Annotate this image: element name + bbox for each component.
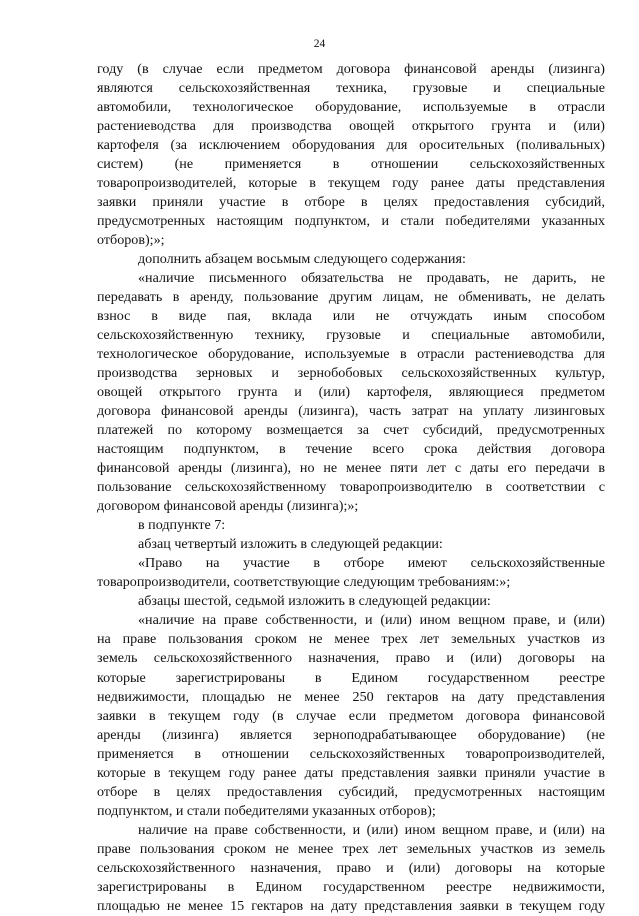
text-line: технологическое оборудование, используемые в отрасли растениеводства для [97, 346, 605, 363]
text-line: наличие на праве собственности, и (или) ином вещном праве, и (или) на [138, 821, 605, 838]
text-line: дополнить абзацем восьмым следующего содержания: [138, 251, 466, 268]
text-line: предусмотренных настоящим подпунктом, и стали победителями указанных [97, 213, 605, 230]
text-line: автомобили, технологическое оборудование, используемые в отрасли [97, 99, 605, 116]
text-line: овощей открытого грунта и (или) картофеля, являющиеся предметом [97, 384, 605, 401]
text-line: договором финансовой аренды (лизинга);»; [97, 498, 359, 515]
text-line: отборе в целях предоставления субсидий, предусмотренных настоящим [97, 783, 605, 800]
text-line: «Право на участие в отборе имеют сельскохозяйственные [138, 555, 605, 572]
text-line: заявки в текущем году (в случае если предметом договора финансовой [97, 707, 605, 724]
text-line: настоящим подпунктом, в течение всего срока действия договора [97, 441, 605, 458]
text-line: в подпункте 7: [138, 517, 226, 534]
text-line: абзац четвертый изложить в следующей редакции: [138, 536, 443, 553]
text-line: платежей по которому возмещается за счет субсидий, предусмотренных [97, 422, 605, 439]
text-line: на праве пользования сроком не менее трех лет земельных участков из [97, 631, 605, 648]
text-line: земель сельскохозяйственного назначения, право и (или) договоры на [97, 650, 605, 667]
text-line: систем) (не применяется в отношении сельскохозяйственных [97, 156, 605, 173]
text-line: «наличие на праве собственности, и (или) ином вещном праве, и (или) [138, 612, 605, 629]
text-line: году (в случае если предметом договора финансовой аренды (лизинга) [97, 61, 605, 77]
text-line: производства зерновых и зернобобовых сельскохозяйственных культур, [97, 365, 605, 382]
text-line: договора финансовой аренды (лизинга), часть затрат на уплату лизинговых [97, 403, 605, 420]
text-line: заявки приняли участие в отборе в целях предоставления субсидий, [97, 194, 605, 211]
text-line: аренды (лизинга) является зерноподрабатывающее оборудование) (не [97, 726, 605, 743]
text-line: применяется в отношении сельскохозяйственных товаропроизводителей, [97, 745, 605, 762]
text-line: «наличие письменного обязательства не продавать, не дарить, не [138, 270, 605, 287]
text-line: картофеля (за исключением оборудования для оросительных (поливальных) [97, 137, 605, 154]
text-line: являются сельскохозяйственная техника, грузовые и специальные [97, 80, 605, 97]
text-line: недвижимости, площадью не менее 250 гектаров на дату представления [97, 688, 605, 705]
text-line: которые зарегистрированы в Едином государственном реестре [97, 669, 605, 686]
text-line: сельскохозяйственного назначения, право и (или) договоры на которые [97, 859, 605, 876]
text-line: сельскохозяйственную технику, грузовые и специальные автомобили, [97, 327, 605, 344]
text-line: зарегистрированы в Едином государственном реестре недвижимости, [97, 878, 605, 895]
text-line: пользование сельскохозяйственному товаропроизводителю в соответствии с [97, 479, 605, 496]
text-line: абзацы шестой, седьмой изложить в следующей редакции: [138, 593, 491, 610]
text-line: которые в текущем году ранее даты представления заявки приняли участие в [97, 764, 605, 781]
text-line: подпунктом, и стали победителями указанных отборов); [97, 802, 436, 819]
document-body [97, 60, 605, 916]
text-line: товаропроизводители, соответствующие следующим требованиям:»; [97, 574, 511, 591]
text-line: передавать в аренду, пользование другим лицам, не обменивать, не делать [97, 289, 605, 306]
text-line: праве пользования сроком не менее трех лет земельных участков из земель [97, 840, 605, 857]
text-line: товаропроизводителей, которые в текущем году ранее даты представления [97, 175, 605, 192]
page-number: 24 [313, 38, 326, 50]
text-line: отборов);»; [97, 232, 165, 249]
text-line: растениеводства для производства овощей открытого грунта и (или) [97, 118, 605, 135]
text-line: взнос в виде пая, вклада или не отчуждать иным способом [97, 308, 605, 325]
text-line: площадью не менее 15 гектаров на дату представления заявки в текущем году [97, 897, 605, 914]
text-line: финансовой аренды (лизинга), но не менее пяти лет с даты его передачи в [97, 460, 605, 477]
